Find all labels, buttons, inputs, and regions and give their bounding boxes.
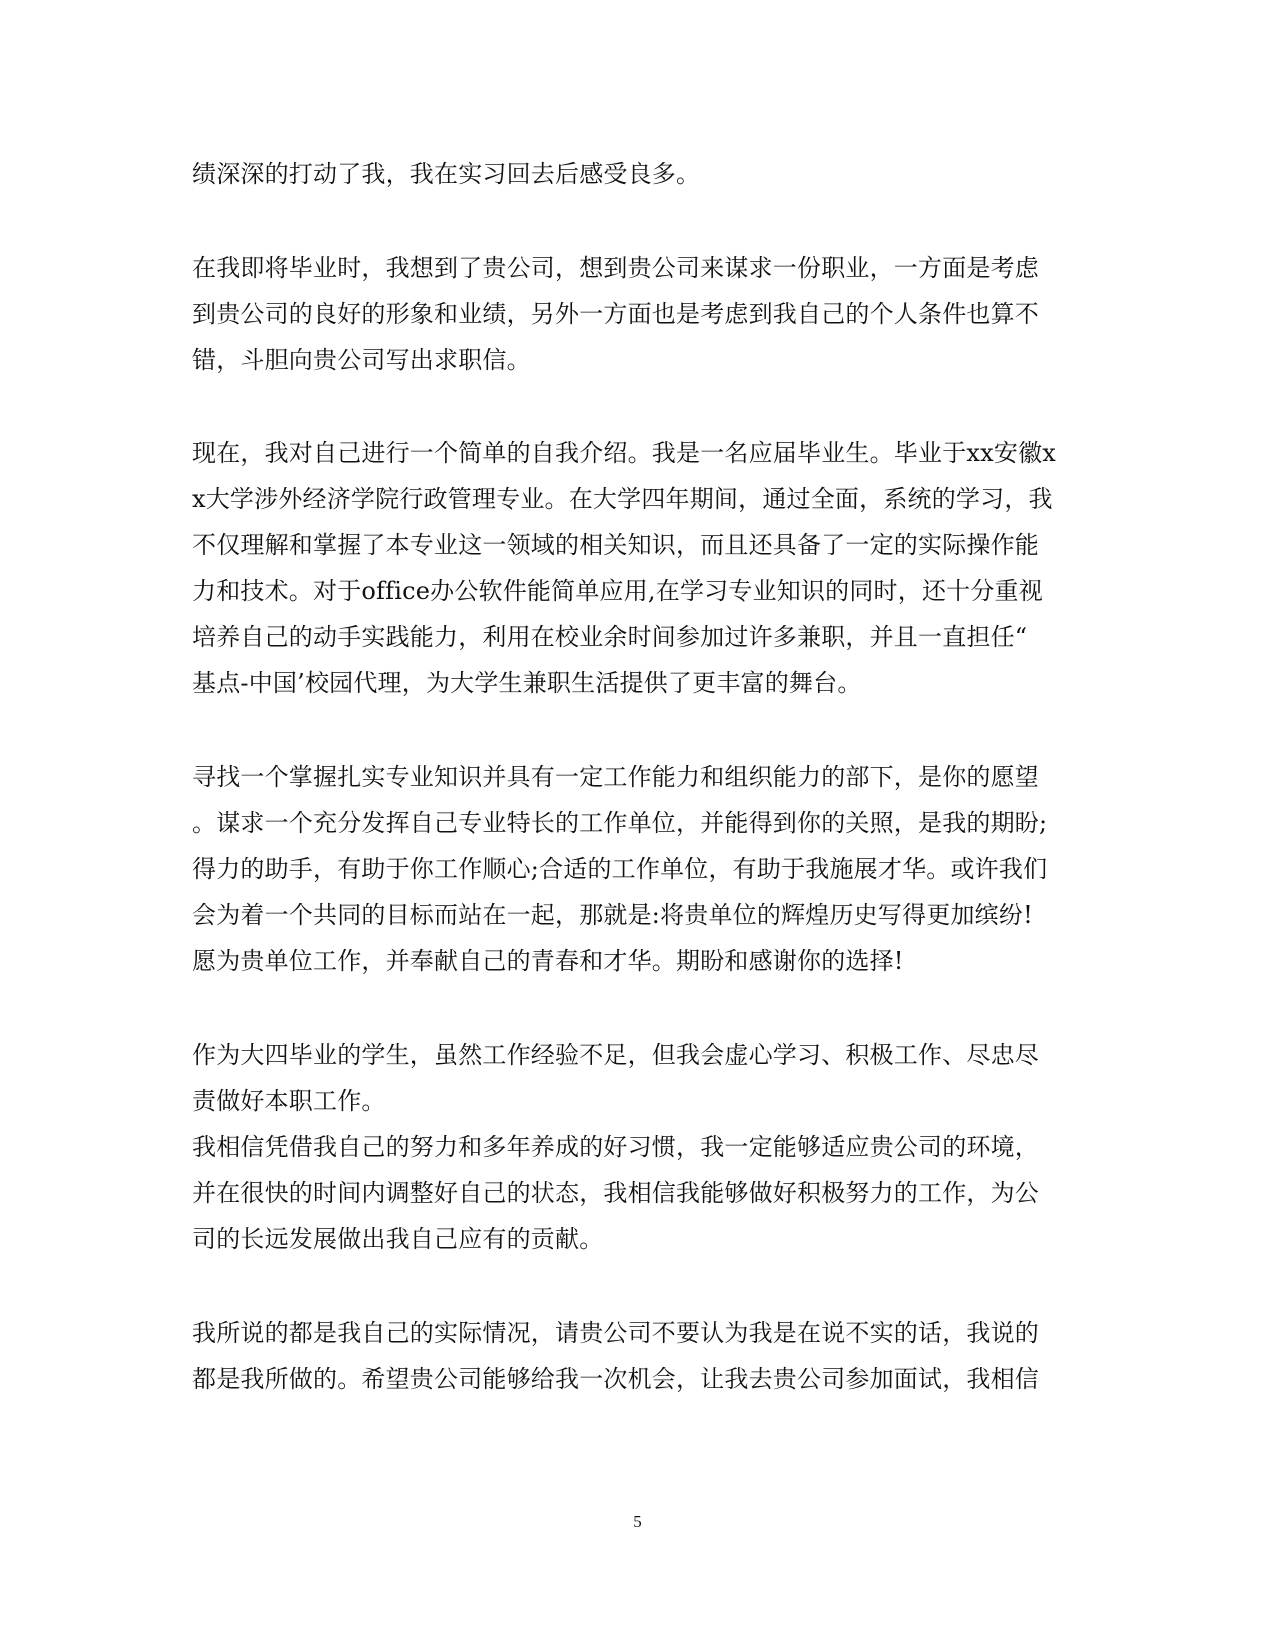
text-line: 培养自己的动手实践能力，利用在校业余时间参加过许多兼职，并且一直担任“ bbox=[192, 623, 1028, 651]
text-line: 错，斗胆向贵公司写出求职信。 bbox=[192, 346, 531, 374]
text-line: 都是我所做的。希望贵公司能够给我一次机会，让我去贵公司参加面试，我相信 bbox=[192, 1365, 1039, 1393]
text-line: 不仅理解和掌握了本专业这一领域的相关知识，而且还具备了一定的实际操作能 bbox=[192, 531, 1039, 559]
text-line: 作为大四毕业的学生，虽然工作经验不足，但我会虚心学习、积极工作、尽忠尽 bbox=[192, 1041, 1039, 1069]
text-line: 绩深深的打动了我，我在实习回去后感受良多。 bbox=[192, 160, 701, 188]
text-line: 得力的助手，有助于你工作顺心;合适的工作单位，有助于我施展才华。或许我们 bbox=[192, 855, 1048, 883]
text-line: 愿为贵单位工作，并奉献自己的青春和才华。期盼和感谢你的选择! bbox=[192, 947, 904, 975]
text-line: 。谋求一个充分发挥自己专业特长的工作单位，并能得到你的关照，是我的期盼; bbox=[192, 809, 1048, 837]
text-line: 我相信凭借我自己的努力和多年养成的好习惯，我一定能够适应贵公司的环境， bbox=[192, 1133, 1039, 1161]
text-line: 责做好本职工作。 bbox=[192, 1087, 386, 1115]
text-line: 我所说的都是我自己的实际情况，请贵公司不要认为我是在说不实的话，我说的 bbox=[192, 1319, 1039, 1347]
text-line: 到贵公司的良好的形象和业绩，另外一方面也是考虑到我自己的个人条件也算不 bbox=[192, 300, 1039, 328]
text-line: 力和技术。对于office办公软件能简单应用,在学习专业知识的同时，还十分重视 bbox=[192, 577, 1043, 605]
text-line: 司的长远发展做出我自己应有的贡献。 bbox=[192, 1225, 604, 1253]
text-line: 寻找一个掌握扎实专业知识并具有一定工作能力和组织能力的部下，是你的愿望 bbox=[192, 763, 1039, 791]
text-line: 基点-中国’校园代理，为大学生兼职生活提供了更丰富的舞台。 bbox=[192, 669, 862, 697]
page-number: 5 bbox=[633, 1512, 642, 1531]
text-line: 会为着一个共同的目标而站在一起，那就是:将贵单位的辉煌历史写得更加缤纷! bbox=[192, 901, 1033, 929]
text-line: 并在很快的时间内调整好自己的状态，我相信我能够做好积极努力的工作，为公 bbox=[192, 1179, 1039, 1207]
text-line: x大学涉外经济学院行政管理专业。在大学四年期间，通过全面，系统的学习，我 bbox=[192, 485, 1053, 513]
text-line: 现在，我对自己进行一个简单的自我介绍。我是一名应届毕业生。毕业于xx安徽x bbox=[192, 439, 1057, 467]
text-line: 在我即将毕业时，我想到了贵公司，想到贵公司来谋求一份职业，一方面是考虑 bbox=[192, 254, 1039, 282]
